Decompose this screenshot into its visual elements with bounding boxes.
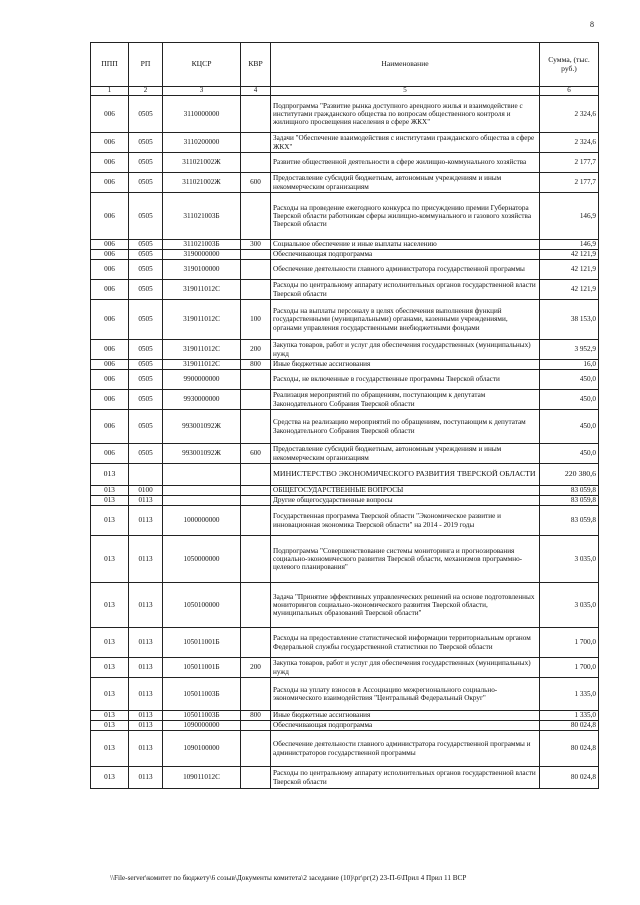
- cell-rp: 0505: [129, 370, 163, 390]
- cell-ppp: 013: [91, 506, 129, 536]
- cell-ppp: 006: [91, 240, 129, 250]
- column-number: 3: [163, 87, 241, 96]
- cell-kcsr: 319011012С: [163, 360, 241, 370]
- cell-kcsr: 9900000000: [163, 370, 241, 390]
- cell-name: ОБЩЕГОСУДАРСТВЕННЫЕ ВОПРОСЫ: [271, 486, 540, 496]
- cell-sum: 80 024,8: [540, 721, 599, 731]
- cell-name: Обеспечение деятельности главного администратора государственной программы: [271, 260, 540, 280]
- cell-rp: 0505: [129, 240, 163, 250]
- table-row: [91, 486, 599, 496]
- table-row: [91, 173, 599, 193]
- table-row: [91, 250, 599, 260]
- cell-kvr: 600: [241, 444, 271, 464]
- cell-kvr: [241, 464, 271, 486]
- cell-rp: 0505: [129, 260, 163, 280]
- cell-rp: 0505: [129, 153, 163, 173]
- cell-name: Иные бюджетные ассигнования: [271, 360, 540, 370]
- cell-ppp: 013: [91, 731, 129, 767]
- cell-rp: 0505: [129, 390, 163, 410]
- cell-rp: 0113: [129, 583, 163, 628]
- cell-name: Развитие общественной деятельности в сфере жилищно-коммунального хозяйства: [271, 153, 540, 173]
- cell-kcsr: 1090000000: [163, 721, 241, 731]
- cell-ppp: 013: [91, 496, 129, 506]
- cell-kcsr: 3110200000: [163, 133, 241, 153]
- table-row: [91, 536, 599, 583]
- cell-rp: 0505: [129, 360, 163, 370]
- cell-name: Обеспечивающая подпрограмма: [271, 250, 540, 260]
- cell-name: Расходы на предоставление статистической информации территориальным органом Федеральной службы государственной статистики по Тверской области: [271, 628, 540, 658]
- column-number-row: [91, 87, 599, 96]
- table-row: [91, 360, 599, 370]
- cell-kvr: [241, 250, 271, 260]
- header-sum: Сумма, (тыс. руб.): [540, 43, 599, 87]
- cell-sum: 220 380,6: [540, 464, 599, 486]
- cell-kvr: 600: [241, 173, 271, 193]
- table-row: [91, 240, 599, 250]
- table-row: [91, 193, 599, 240]
- cell-rp: 0113: [129, 721, 163, 731]
- table-row: [91, 711, 599, 721]
- cell-rp: 0113: [129, 731, 163, 767]
- table-row: [91, 390, 599, 410]
- cell-ppp: 013: [91, 628, 129, 658]
- cell-rp: 0113: [129, 711, 163, 721]
- cell-kvr: [241, 536, 271, 583]
- table-row: [91, 96, 599, 133]
- cell-kvr: 100: [241, 300, 271, 340]
- cell-kcsr: 3110000000: [163, 96, 241, 133]
- column-number: 1: [91, 87, 129, 96]
- cell-rp: 0113: [129, 628, 163, 658]
- cell-rp: 0505: [129, 300, 163, 340]
- cell-sum: 2 324,6: [540, 133, 599, 153]
- cell-ppp: 006: [91, 390, 129, 410]
- cell-name: Социальное обеспечение и иные выплаты населению: [271, 240, 540, 250]
- cell-rp: 0505: [129, 340, 163, 360]
- cell-ppp: 006: [91, 173, 129, 193]
- cell-kvr: [241, 767, 271, 789]
- cell-name: Предоставление субсидий бюджетным, автономным учреждениям и иным некоммерческим организациям: [271, 444, 540, 464]
- cell-ppp: 013: [91, 658, 129, 678]
- table-row: [91, 464, 599, 486]
- cell-kcsr: [163, 486, 241, 496]
- cell-sum: 450,0: [540, 390, 599, 410]
- cell-kvr: 800: [241, 360, 271, 370]
- table-row: [91, 444, 599, 464]
- cell-rp: 0505: [129, 250, 163, 260]
- cell-name: Задача "Принятие эффективных управленческих решений на основе подготовленных мониторингов социально-экономического развития Тверской области, муниципальных образований Тверской области": [271, 583, 540, 628]
- cell-rp: 0505: [129, 444, 163, 464]
- cell-sum: 83 059,8: [540, 496, 599, 506]
- cell-name: Расходы, не включенные в государственные программы Тверской области: [271, 370, 540, 390]
- table-body: [91, 96, 599, 789]
- cell-kvr: [241, 193, 271, 240]
- cell-kcsr: [163, 464, 241, 486]
- cell-kvr: [241, 133, 271, 153]
- column-number: 5: [271, 87, 540, 96]
- cell-ppp: 006: [91, 410, 129, 444]
- cell-name: Закупка товаров, работ и услуг для обеспечения государственных (муниципальных) нужд: [271, 658, 540, 678]
- cell-name: Иные бюджетные ассигнования: [271, 711, 540, 721]
- cell-kvr: [241, 410, 271, 444]
- cell-kvr: [241, 390, 271, 410]
- cell-sum: 80 024,8: [540, 767, 599, 789]
- cell-rp: 0100: [129, 486, 163, 496]
- cell-kcsr: [163, 496, 241, 506]
- table-row: [91, 767, 599, 789]
- cell-ppp: 006: [91, 96, 129, 133]
- cell-rp: 0505: [129, 410, 163, 444]
- cell-kcsr: 311021003Б: [163, 193, 241, 240]
- cell-sum: 146,9: [540, 193, 599, 240]
- cell-name: Другие общегосударственные вопросы: [271, 496, 540, 506]
- cell-kcsr: 105011001Б: [163, 658, 241, 678]
- footer-file-path: \\File-server\комитет по бюджету\6 созыв\Документы комитета\2 заседание (10)\рг\рг(2) 23-П-6\Прил 4 Прил 11 ВСР: [110, 874, 467, 882]
- cell-ppp: 006: [91, 280, 129, 300]
- cell-sum: 3 035,0: [540, 583, 599, 628]
- cell-name: Подпрограмма "Совершенствование системы мониторинга и прогнозирования социально-экономического развития Тверской области, механизмов программно-целевого планирования": [271, 536, 540, 583]
- header-kcsr: КЦСР: [163, 43, 241, 87]
- cell-kcsr: 105011003Б: [163, 678, 241, 711]
- cell-sum: 2 177,7: [540, 173, 599, 193]
- cell-kvr: 200: [241, 340, 271, 360]
- cell-rp: 0113: [129, 506, 163, 536]
- table-row: [91, 410, 599, 444]
- cell-kcsr: 311021002Ж: [163, 153, 241, 173]
- cell-kcsr: 319011012С: [163, 280, 241, 300]
- cell-ppp: 006: [91, 444, 129, 464]
- cell-sum: 1 700,0: [540, 658, 599, 678]
- table-row: [91, 506, 599, 536]
- cell-kcsr: 319011012С: [163, 300, 241, 340]
- cell-kvr: [241, 96, 271, 133]
- cell-kcsr: 311021003Б: [163, 240, 241, 250]
- cell-kvr: 800: [241, 711, 271, 721]
- cell-rp: [129, 464, 163, 486]
- cell-kcsr: 1000000000: [163, 506, 241, 536]
- cell-rp: 0113: [129, 496, 163, 506]
- header-kvr: КВР: [241, 43, 271, 87]
- cell-sum: 42 121,9: [540, 260, 599, 280]
- cell-sum: 80 024,8: [540, 731, 599, 767]
- table-row: [91, 721, 599, 731]
- cell-rp: 0505: [129, 193, 163, 240]
- cell-kcsr: 993001092Ж: [163, 410, 241, 444]
- table-row: [91, 583, 599, 628]
- cell-kvr: [241, 721, 271, 731]
- cell-sum: 1 335,0: [540, 711, 599, 721]
- table-row: [91, 153, 599, 173]
- cell-kcsr: 9930000000: [163, 390, 241, 410]
- cell-sum: 83 059,8: [540, 486, 599, 496]
- cell-kvr: [241, 260, 271, 280]
- header-ppp: ППП: [91, 43, 129, 87]
- cell-name: Расходы на проведение ежегодного конкурса по присуждению премии Губернатора Тверской области работникам сферы жилищно-коммунального и газового хозяйства Тверской области: [271, 193, 540, 240]
- cell-sum: 16,0: [540, 360, 599, 370]
- cell-name: Обеспечивающая подпрограмма: [271, 721, 540, 731]
- header-row: [91, 43, 599, 87]
- cell-rp: 0505: [129, 173, 163, 193]
- cell-kvr: [241, 583, 271, 628]
- cell-ppp: 013: [91, 583, 129, 628]
- page-number: 8: [590, 20, 594, 29]
- table-row: [91, 678, 599, 711]
- cell-ppp: 013: [91, 711, 129, 721]
- cell-kcsr: 311021002Ж: [163, 173, 241, 193]
- cell-sum: 1 700,0: [540, 628, 599, 658]
- cell-sum: 83 059,8: [540, 506, 599, 536]
- cell-kcsr: 105011001Б: [163, 628, 241, 658]
- cell-sum: 38 153,0: [540, 300, 599, 340]
- cell-ppp: 013: [91, 464, 129, 486]
- cell-kvr: [241, 153, 271, 173]
- cell-ppp: 006: [91, 370, 129, 390]
- cell-sum: 42 121,9: [540, 250, 599, 260]
- cell-name: Расходы по центральному аппарату исполнительных органов государственной власти Тверской области: [271, 767, 540, 789]
- column-number: 4: [241, 87, 271, 96]
- column-number: 2: [129, 87, 163, 96]
- cell-name: Предоставление субсидий бюджетным, автономным учреждениям и иным некоммерческим организациям: [271, 173, 540, 193]
- cell-name: Обеспечение деятельности главного администратора государственной программы и администраторов государственной программы: [271, 731, 540, 767]
- cell-kvr: 200: [241, 658, 271, 678]
- cell-kcsr: 1090100000: [163, 731, 241, 767]
- table-row: [91, 658, 599, 678]
- cell-rp: 0505: [129, 133, 163, 153]
- table-row: [91, 496, 599, 506]
- cell-rp: 0113: [129, 767, 163, 789]
- header-rp: РП: [129, 43, 163, 87]
- cell-ppp: 006: [91, 133, 129, 153]
- column-number: 6: [540, 87, 599, 96]
- cell-kvr: [241, 628, 271, 658]
- cell-sum: 450,0: [540, 444, 599, 464]
- table-row: [91, 370, 599, 390]
- cell-kcsr: 3190000000: [163, 250, 241, 260]
- cell-kvr: [241, 370, 271, 390]
- cell-rp: 0505: [129, 96, 163, 133]
- cell-rp: 0113: [129, 658, 163, 678]
- cell-rp: 0505: [129, 280, 163, 300]
- cell-kvr: [241, 280, 271, 300]
- cell-ppp: 013: [91, 678, 129, 711]
- cell-name: Расходы на уплату взносов в Ассоциацию межрегионального социально-экономического взаимодействия "Центральный Федеральный Округ": [271, 678, 540, 711]
- cell-sum: 3 952,9: [540, 340, 599, 360]
- cell-kvr: [241, 506, 271, 536]
- cell-ppp: 006: [91, 300, 129, 340]
- cell-name: Задачи "Обеспечение взаимодействия с институтами гражданского общества в сфере ЖКХ": [271, 133, 540, 153]
- cell-sum: 3 035,0: [540, 536, 599, 583]
- cell-sum: 450,0: [540, 410, 599, 444]
- cell-ppp: 006: [91, 153, 129, 173]
- cell-sum: 42 121,9: [540, 280, 599, 300]
- table-row: [91, 628, 599, 658]
- cell-name: Реализация мероприятий по обращениям, поступающим к депутатам Законодательного Собрания Тверской области: [271, 390, 540, 410]
- cell-kcsr: 1050100000: [163, 583, 241, 628]
- cell-kvr: [241, 678, 271, 711]
- cell-rp: 0113: [129, 678, 163, 711]
- cell-name: Расходы на выплаты персоналу в целях обеспечения выполнения функций государственными (муниципальными) органами, казенными учреждениями, органами управления государственными внебюджетными фондами: [271, 300, 540, 340]
- table-row: [91, 300, 599, 340]
- cell-kvr: [241, 731, 271, 767]
- cell-kcsr: 319011012С: [163, 340, 241, 360]
- cell-name: МИНИСТЕРСТВО ЭКОНОМИЧЕСКОГО РАЗВИТИЯ ТВЕРСКОЙ ОБЛАСТИ: [271, 464, 540, 486]
- table-row: [91, 731, 599, 767]
- cell-ppp: 006: [91, 250, 129, 260]
- cell-kcsr: 3190100000: [163, 260, 241, 280]
- cell-ppp: 006: [91, 260, 129, 280]
- cell-kcsr: 993001092Ж: [163, 444, 241, 464]
- cell-sum: 2 177,7: [540, 153, 599, 173]
- cell-ppp: 006: [91, 340, 129, 360]
- cell-ppp: 013: [91, 486, 129, 496]
- cell-kvr: [241, 486, 271, 496]
- cell-rp: 0113: [129, 536, 163, 583]
- cell-ppp: 013: [91, 721, 129, 731]
- cell-name: Средства на реализацию мероприятий по обращениям, поступающим к депутатам Законодательного Собрания Тверской области: [271, 410, 540, 444]
- table-row: [91, 133, 599, 153]
- header-name: Наименование: [271, 43, 540, 87]
- cell-name: Подпрограмма "Развитие рынка доступного арендного жилья и взаимодействие с институтами гражданского общества по вопросам общественного контроля и жилищного просвещения населения в сфере ЖКХ": [271, 96, 540, 133]
- cell-ppp: 006: [91, 360, 129, 370]
- budget-table: [90, 42, 599, 789]
- cell-kcsr: 1050000000: [163, 536, 241, 583]
- cell-sum: 450,0: [540, 370, 599, 390]
- cell-ppp: 013: [91, 536, 129, 583]
- table-row: [91, 340, 599, 360]
- cell-kcsr: 109011012С: [163, 767, 241, 789]
- table-row: [91, 280, 599, 300]
- cell-sum: 2 324,6: [540, 96, 599, 133]
- cell-sum: 146,9: [540, 240, 599, 250]
- cell-name: Закупка товаров, работ и услуг для обеспечения государственных (муниципальных) нужд: [271, 340, 540, 360]
- cell-kvr: [241, 496, 271, 506]
- table-row: [91, 260, 599, 280]
- cell-name: Расходы по центральному аппарату исполнительных органов государственной власти Тверской области: [271, 280, 540, 300]
- cell-kcsr: 105011003Б: [163, 711, 241, 721]
- cell-ppp: 006: [91, 193, 129, 240]
- cell-name: Государственная программа Тверской области "Экономическое развитие и инновационная экономика Тверской области" на 2014 - 2019 годы: [271, 506, 540, 536]
- cell-ppp: 013: [91, 767, 129, 789]
- cell-sum: 1 335,0: [540, 678, 599, 711]
- cell-kvr: 300: [241, 240, 271, 250]
